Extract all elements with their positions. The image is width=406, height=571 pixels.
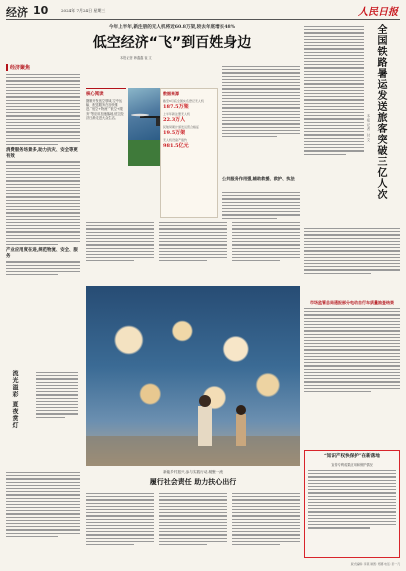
photo-caption [6,370,80,465]
mid-column-text-1 [222,64,300,176]
left-subhead-2: 产业应用度在进,规范物流、安全、服务 [6,248,78,259]
bottom-story [86,470,300,566]
stat-label-2: 上半年新注册无人机 [163,112,191,116]
stat-label-4: 无人机设备产值约 [163,138,188,142]
right-panel [304,24,400,224]
right-text-block [304,226,400,296]
stat-label-1: 截至6月底全国实名登记无人机 [163,99,204,103]
left-column [6,64,80,364]
feature-subhead: 宣传专利成果应用和保护情况 [331,463,373,467]
paper-logo: 人民日报 [358,7,398,18]
stats-box [160,88,218,218]
date-line: 2024年 7月24日 星期三 [61,8,106,13]
footer-credit: 版式编辑: 李燕 制图: 郑娜 电话: 彭一凡 [350,562,400,566]
stat-value-2: 22.3万人 [163,117,186,123]
lead-kicker: 今年上半年,新注册的无人机将近60.8万架,较去年底增长48% [108,25,236,30]
stat-label-3: 民航局累计颁发运营合格证 [163,125,200,129]
core-reading-title: 核心阅读 [86,92,104,97]
page-number: 10 [33,4,49,17]
stat-value-4: 981.5亿元 [163,143,189,149]
lantern-scene-icon [86,286,300,466]
bottom-kicker: 新能乡村振兴,参与实践行动,凝聚一流 [163,470,223,474]
right-byline: 本报记者 付文 [366,114,370,143]
left-body-2 [6,161,80,245]
core-reading-box [86,88,126,169]
stat-value-3: 19.5万架 [163,130,186,136]
left-body-1 [6,74,80,145]
feature-box [304,450,400,558]
market-notice-title: 市场监管总局通报部分电动自行车质量抽查结果 [310,300,394,305]
feature-headline: “知识产权快保护”在新落地 [324,454,380,459]
masthead-rule [6,19,400,20]
market-notice [304,300,400,394]
lantern-festival-photo [86,286,300,466]
right-headline: 全国铁路暑运发送旅客突破三亿人次 [375,24,386,200]
stats-title: 数据来源 [163,91,179,96]
lead-headline: 低空经济“飞”到百姓身边 [92,35,252,51]
photo-caption-title: 流光溢彩 夏夜赏灯 [11,370,18,430]
core-reading-text: 摄制开发低空领域,空中运输、配送服务在加快推进,“低空+物流”“低空+服务”等应用加速落地,低空经济日渐走进大众生活。 [86,99,124,120]
stat-value-1: 187.5万架 [163,104,189,110]
bottom-headline: 履行社会责任 助力扶心出行 [149,477,237,486]
mid-column-text-2 [222,190,300,221]
lead-byline: 本报记者 韩鑫鑫 崔 文 [120,56,152,60]
bottom-left-text [6,470,80,539]
masthead [6,4,400,18]
section-tag: 经济聚焦 [6,64,80,71]
left-subhead-1: 消费服务场景多,助力抗灾、安全等更有效 [6,148,78,159]
center-text-block [86,220,300,282]
section-name: 经济 [6,6,28,19]
mid-subhead: 公共服务作用强,辅助救援、救护、执法 [222,176,295,181]
left-body-3 [6,261,80,275]
